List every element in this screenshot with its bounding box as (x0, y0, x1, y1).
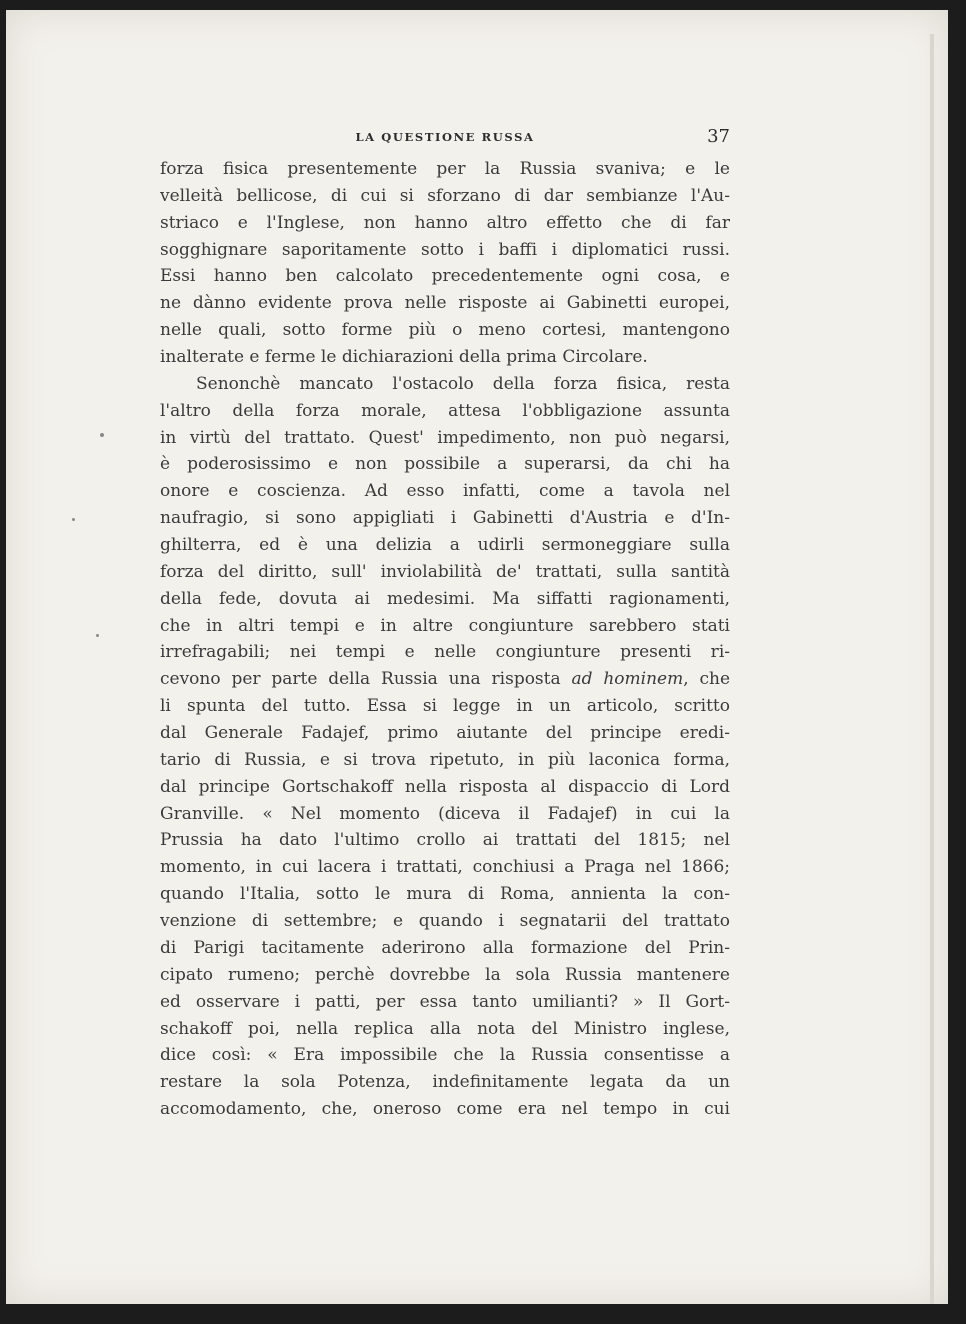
text-segment: cevono per parte della Russia una risposta (160, 669, 561, 690)
body-text (160, 156, 730, 1123)
ink-speck (72, 518, 75, 521)
text-line: ghilterra, ed è una delizia a udirli sermoneggiare sulla (160, 535, 730, 556)
text-line: cipato rumeno; perchè dovrebbe la sola Russia mantenere (160, 964, 730, 985)
running-header (160, 126, 730, 150)
running-title: LA QUESTIONE RUSSA (355, 130, 535, 144)
text-line: accomodamento, che, oneroso come era nel tempo in cui (160, 1099, 730, 1120)
text-line: Essi hanno ben calcolato precedentemente ogni cosa, e (160, 266, 730, 287)
text-line: sogghignare saporitamente sotto i baffi i diplomatici russi. (160, 239, 730, 260)
text-line: Prussia ha dato l'ultimo crollo ai trattati del 1815; nel (160, 830, 730, 851)
italic-phrase: ad hominem (571, 669, 684, 690)
text-line: forza del diritto, sull' inviolabilità de' trattati, sulla santità (160, 561, 730, 582)
text-line: dal principe Gortschakoff nella risposta al dispaccio di Lord (160, 776, 730, 797)
text-line: ed osservare i patti, per essa tanto umilianti? » Il Gort- (160, 991, 730, 1012)
text-line: restare la sola Potenza, indefinitamente legata da un (160, 1072, 730, 1093)
text-line: tario di Russia, e si trova ripetuto, in più laconica forma, (160, 749, 730, 770)
text-line: velleità bellicose, di cui si sforzano di dar sembianze l'Au- (160, 185, 730, 206)
text-line: naufragio, si sono appigliati i Gabinetti d'Austria e d'In- (160, 508, 730, 529)
text-line: in virtù del trattato. Quest' impedimento, non può negarsi, (160, 427, 730, 448)
text-line: quando l'Italia, sotto le mura di Roma, annienta la con- (160, 884, 730, 905)
text-line: di Parigi tacitamente aderirono alla formazione del Prin- (160, 937, 730, 958)
text-line: schakoff poi, nella replica alla nota del Ministro inglese, (160, 1018, 730, 1039)
text-segment: , che (683, 669, 731, 690)
ink-speck (100, 433, 104, 437)
text-line: Senonchè mancato l'ostacolo della forza fisica, resta (196, 373, 730, 394)
text-line: nelle quali, sotto forme più o meno cortesi, mantengono (160, 320, 730, 341)
text-line: irrefragabili; nei tempi e nelle congiunture presenti ri- (160, 642, 730, 663)
text-line: momento, in cui lacera i trattati, conchiusi a Praga nel 1866; (160, 857, 730, 878)
ink-speck (96, 634, 99, 637)
text-line: della fede, dovuta ai medesimi. Ma siffatti ragionamenti, (160, 588, 730, 609)
text-line: inalterate e ferme le dichiarazioni della prima Circolare. (160, 347, 648, 368)
text-line: venzione di settembre; e quando i segnatarii del trattato (160, 911, 730, 932)
text-line: striaco e l'Inglese, non hanno altro effetto che di far (160, 212, 730, 233)
page-number: 37 (707, 126, 730, 147)
text-line: dice così: « Era impossibile che la Russia consentisse a (160, 1045, 730, 1066)
text-line: li spunta del tutto. Essa si legge in un articolo, scritto (160, 696, 730, 717)
text-line: Granville. « Nel momento (diceva il Fadajef) in cui la (160, 803, 730, 824)
text-line: forza fisica presentemente per la Russia svaniva; e le (160, 159, 730, 179)
text-line: l'altro della forza morale, attesa l'obbligazione assunta (160, 400, 730, 421)
text-line: onore e coscienza. Ad esso infatti, come a tavola nel (160, 481, 730, 502)
text-line: che in altri tempi e in altre congiunture sarebbero stati (160, 615, 730, 636)
text-line: ne dànno evidente prova nelle risposte ai Gabinetti europei, (160, 293, 730, 314)
text-line: è poderosissimo e non possibile a superarsi, da chi ha (160, 454, 730, 475)
text-line (160, 666, 730, 693)
page-edge (930, 34, 934, 1304)
text-line: dal Generale Fadajef, primo aiutante del principe eredi- (160, 723, 730, 744)
